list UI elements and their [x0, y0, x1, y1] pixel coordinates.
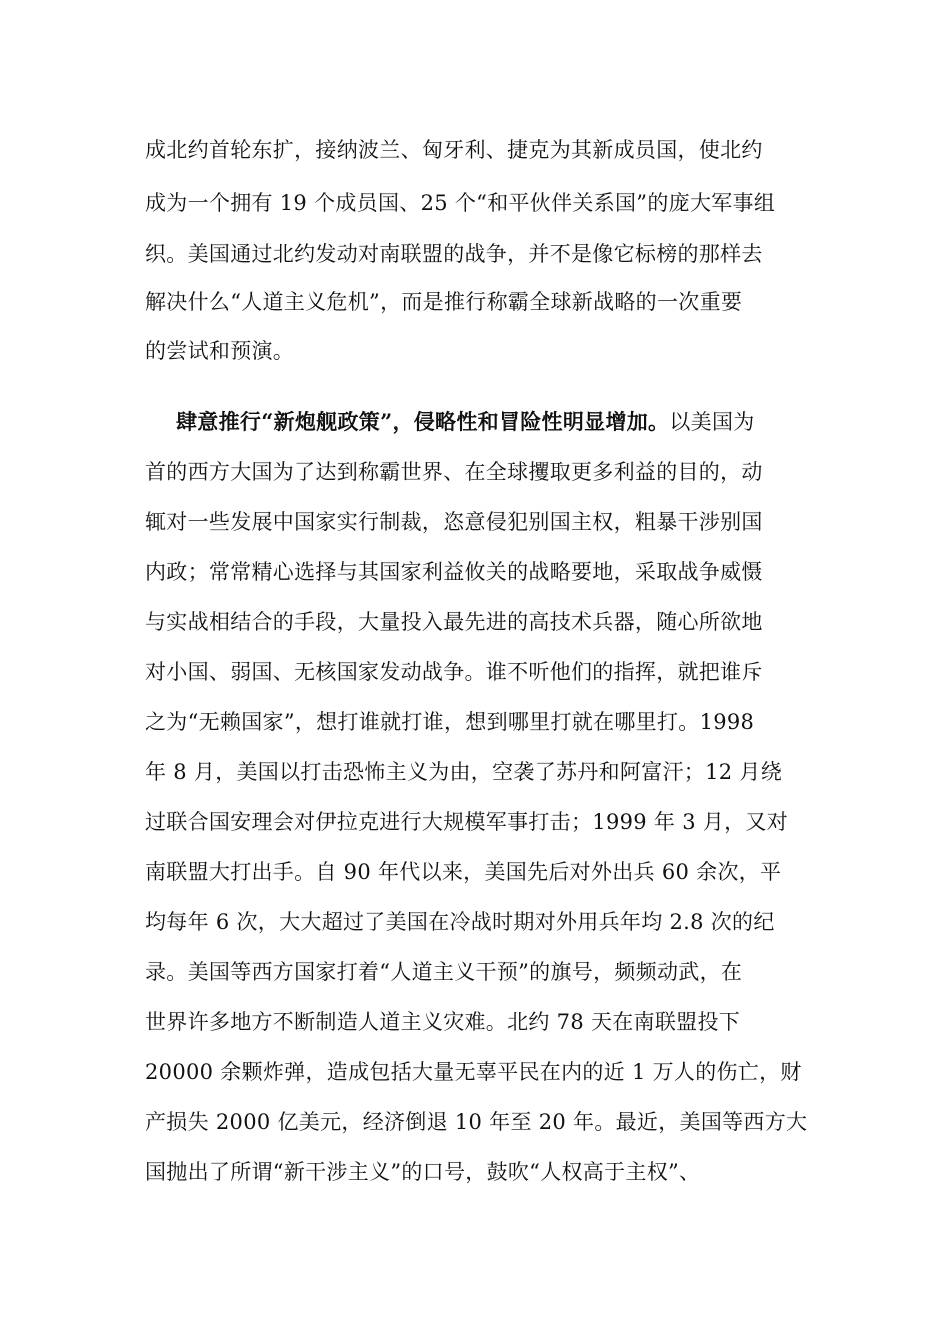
paragraph2-line-7: 之为“无赖国家”，想打谁就打谁，想到哪里打就在哪里打。1998: [145, 710, 755, 734]
paragraph1-line-2: 成为一个拥有 19 个成员国、25 个“和平伙伴关系国”的庞大军事组: [145, 191, 776, 215]
paragraph2-line-5: 与实战相结合的手段，大量投入最先进的高技术兵器，随心所欲地: [145, 610, 763, 634]
paragraph1-line-5: 的尝试和预演。: [145, 339, 295, 363]
paragraph2-line-14: 20000 余颗炸弹，造成包括大量无辜平民在内的近 1 万人的伤亡，财: [145, 1060, 802, 1084]
paragraph2-line-11: 均每年 6 次，大大超过了美国在冷战时期对外用兵年均 2.8 次的纪: [145, 910, 775, 934]
paragraph2-line-1: [176, 396, 755, 448]
paragraph2-line-15: 产损失 2000 亿美元，经济倒退 10 年至 20 年。最近，美国等西方大: [145, 1110, 808, 1134]
paragraph2-line-6: 对小国、弱国、无核国家发动战争。谁不听他们的指挥，就把谁斥: [145, 660, 763, 684]
paragraph2-line-10: 南联盟大打出手。自 90 年代以来，美国先后对外出兵 60 余次，平: [145, 860, 782, 884]
paragraph2-line-12: 录。美国等西方国家打着“人道主义干预”的旗号，频频动武，在: [145, 960, 743, 984]
paragraph2-line-16: 国抛出了所谓“新干涉主义”的口号，鼓吹“人权高于主权”、: [145, 1160, 701, 1184]
paragraph2-line-2: 首的西方大国为了达到称霸世界、在全球攫取更多利益的目的，动: [145, 460, 763, 484]
paragraph2-heading: 肆意推行“新炮舰政策”，侵略性和冒险性明显增加。: [176, 409, 670, 434]
paragraph2-first-line-rest: 以美国为: [669, 410, 755, 434]
paragraph2-line-4: 内政；常常精心选择与其国家利益攸关的战略要地，采取战争威慑: [145, 560, 763, 584]
paragraph2-line-13: 世界许多地方不断制造人道主义灾难。北约 78 天在南联盟投下: [145, 1010, 741, 1034]
paragraph2-line-3: 辄对一些发展中国家实行制裁，恣意侵犯别国主权，粗暴干涉别国: [145, 510, 763, 534]
paragraph2-line-9: 过联合国安理会对伊拉克进行大规模军事打击；1999 年 3 月，又对: [145, 810, 789, 834]
paragraph2-line-8: 年 8 月，美国以打击恐怖主义为由，空袭了苏丹和阿富汗；12 月绕: [145, 760, 783, 784]
paragraph1-line-4: 解决什么“人道主义危机”，而是推行称霸全球新战略的一次重要: [145, 290, 743, 314]
paragraph1-line-1: 成北约首轮东扩，接纳波兰、匈牙利、捷克为其新成员国，使北约: [145, 138, 763, 162]
paragraph1-line-3: 织。美国通过北约发动对南联盟的战争，并不是像它标榜的那样去: [145, 242, 763, 266]
